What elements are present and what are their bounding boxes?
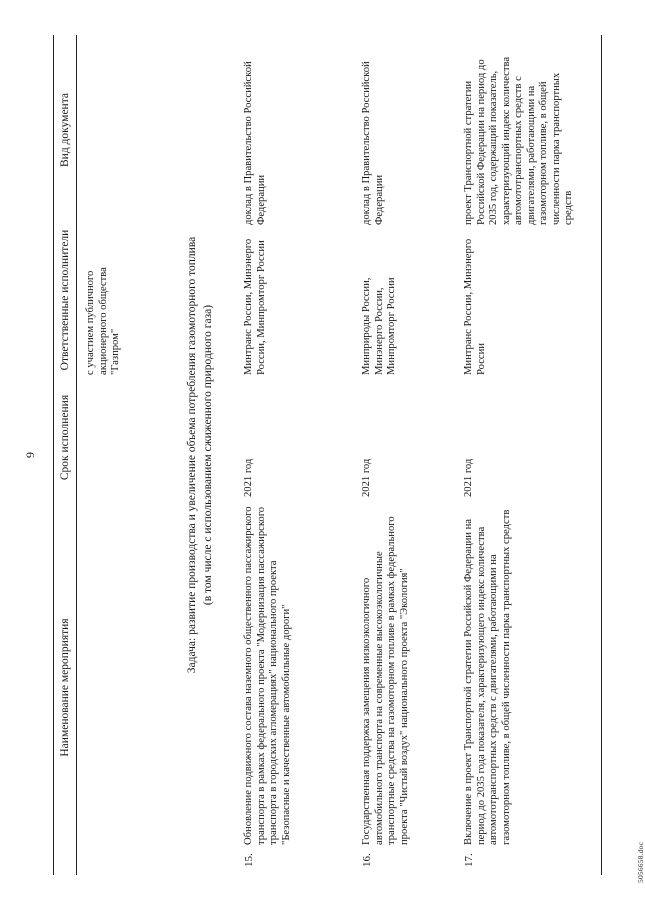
row-15-doc-type: доклад в Правительство Российской Федерации bbox=[243, 61, 267, 225]
row-17-executors: Минтранс России, Минэнерго России bbox=[463, 238, 487, 375]
header-executors: Ответственные исполнители bbox=[59, 229, 71, 371]
row-17-number: 17. bbox=[463, 853, 475, 867]
row-15-deadline: 2021 год bbox=[243, 458, 254, 497]
row-16-name: Государственная поддержка замещения низкоэкологичного автомобильного транспорта на современные высокоэкологичные транспортные средства на газомоторном топливе в рамках федерального проекта "Чистый воздух" национального проекта "Экология" bbox=[361, 516, 410, 845]
table-bottom-rule bbox=[601, 35, 602, 875]
row-16-doc-type: доклад в Правительство Российской Федерации bbox=[361, 61, 385, 225]
row-17-name: Включение в проект Транспортной стратегии Российской Федерации на период до 2035 года показателя, характеризующего индекс количества автомототранспортных средств с двигателями, работающими на газомоторном топливе, в общей численности парка транспортных средств bbox=[463, 509, 512, 845]
table-top-rule bbox=[53, 35, 54, 875]
row-17-doc-type: проект Транспортной стратегии Российской Федерации на период до 2035 год, содержащий показатель, характеризующий индекс количества автомототранспортных средств с двигателями, работающими на газомоторном топливе, в общей численности парка транспортных средств bbox=[463, 56, 574, 225]
header-bottom-rule bbox=[76, 35, 77, 875]
task-heading-line2: (в том числе с использованием сжиженного природного газа) bbox=[202, 304, 214, 606]
row-15-number: 15. bbox=[243, 853, 255, 867]
header-deadline: Срок исполнения bbox=[59, 394, 71, 481]
page-number: 9 bbox=[23, 452, 37, 458]
row-16-executors: Минприроды России, Минэнерго России, Минпромторг России bbox=[361, 277, 397, 375]
rotated-document-page bbox=[23, 35, 645, 883]
carry-over-executors: с участием публичного акционерного общества "Газпром" bbox=[85, 267, 121, 375]
footer-file-code: 5056658.doc bbox=[636, 841, 645, 883]
task-heading-line1: Задача: развитие производства и увеличение объема потребления газомоторного топлива bbox=[186, 236, 198, 674]
header-name: Наименование мероприятия bbox=[59, 618, 71, 757]
row-17-deadline: 2021 год bbox=[463, 458, 474, 497]
row-15-executors: Минтранс России, Минэнерго России, Минпромторг России bbox=[243, 238, 267, 375]
row-16-deadline: 2021 год bbox=[361, 458, 372, 497]
row-16-number: 16. bbox=[361, 853, 373, 867]
row-15-name: Обновление подвижного состава наземного общественного пассажирского транспорта в рамках федерального проекта "Модернизация пассажирского транспорта в городских агломерациях" национального проекта "Безопасные и качественные автомобильные дороги" bbox=[243, 506, 292, 845]
header-doc-type: Вид документа bbox=[59, 93, 71, 167]
